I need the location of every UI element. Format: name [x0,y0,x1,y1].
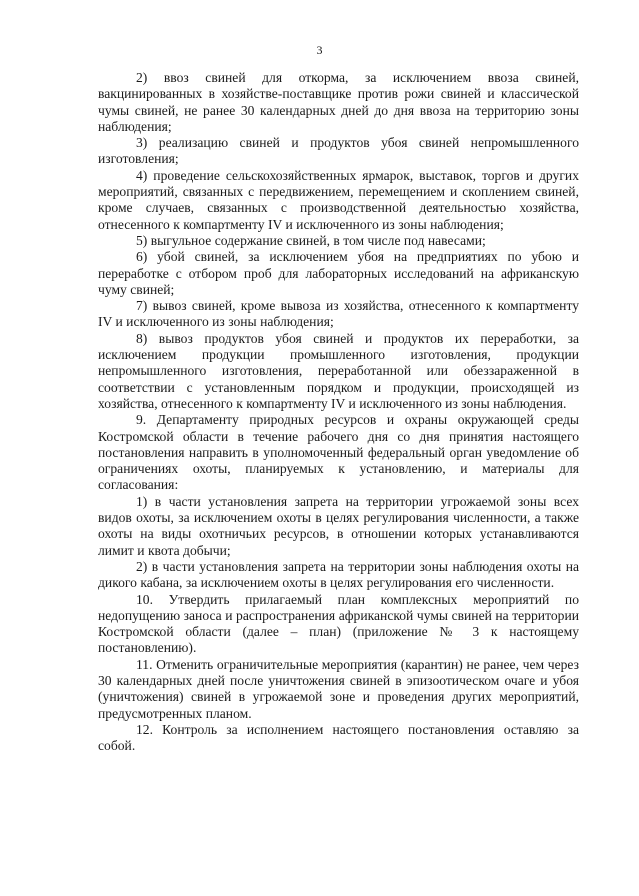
paragraph-section-11: 11. Отменить ограничительные мероприятия (карантин) не ранее, чем через 30 календарных дней после уничтожения свиней в эпизоотическом очаге и убоя (уничтожения) свиней в угрожаемой зоне и проведения других мероприятий, предусмотренных планом. [98,656,579,721]
paragraph-section-9-item-1: 1) в части установления запрета на территории угрожаемой зоны всех видов охоты, за исключением охоты в целях регулирования численности, а также охоты на виды охотничьих ресурсов, в отношении которых устанавливаются лимит и квота добычи; [98,493,579,558]
paragraph-item-7-export-pigs: 7) вывоз свиней, кроме вывоза из хозяйства, отнесенного к компартменту IV и исключенного из зоны наблюдения; [98,298,579,330]
paragraph-item-4-fairs-ban: 4) проведение сельскохозяйственных ярмарок, выставок, торгов и других мероприятий, связанных с передвижением, перемещением и скоплением свиней, кроме случаев, связанных с производственной деятельностью хозяйства, отнесенного к компартменту IV и исключенного из зоны наблюдения; [98,167,579,232]
paragraph-item-6-slaughter: 6) убой свиней, за исключением убоя на предприятиях по убою и переработке с отбором проб для лабораторных исследований на африканскую чуму свиней; [98,249,579,297]
paragraph-section-9: 9. Департаменту природных ресурсов и охраны окружающей среды Костромской области в течение рабочего дня со дня принятия настоящего постановления направить в уполномоченный федеральный орган уведомление об ограничениях охоты, планируемых к установлению, и материалы для согласования: [98,412,579,493]
page-number: 3 [316,43,323,57]
paragraph-section-10: 10. Утвердить прилагаемый план комплексных мероприятий по недопущению заноса и распространения африканской чумы свиней на территории Костромской области (далее – план) (приложение № 3 к настоящему постановлению). [98,591,579,656]
document-body [98,70,579,754]
paragraph-section-12: 12. Контроль за исполнением настоящего постановления оставляю за собой. [98,721,579,754]
paragraph-item-3-sale-ban: 3) реализацию свиней и продуктов убоя свиней непромышленного изготовления; [98,135,579,167]
paragraph-section-9-item-2: 2) в части установления запрета на территории зоны наблюдения охоты на дикого кабана, за исключением охоты в целях регулирования его численности. [98,558,579,591]
paragraph-item-2-entry-ban: 2) ввоз свиней для откорма, за исключением ввоза свиней, вакцинированных в хозяйстве-поставщике против рожи свиней и классической чумы свиней, не ранее 30 календарных дней до дня ввоза на территорию зоны наблюдения; [98,70,579,134]
paragraph-item-8-export-products: 8) вывоз продуктов убоя свиней и продуктов их переработки, за исключением продукции промышленного изготовления, продукции непромышленного изготовления, переработанной или обеззараженной в соответствии с установленным порядком и продукции, происходящей из хозяйства, отнесенного к компартменту IV и исключенного из зоны наблюдения. [98,330,579,411]
paragraph-item-5-outdoor-keeping: 5) выгульное содержание свиней, в том числе под навесами; [136,232,486,248]
